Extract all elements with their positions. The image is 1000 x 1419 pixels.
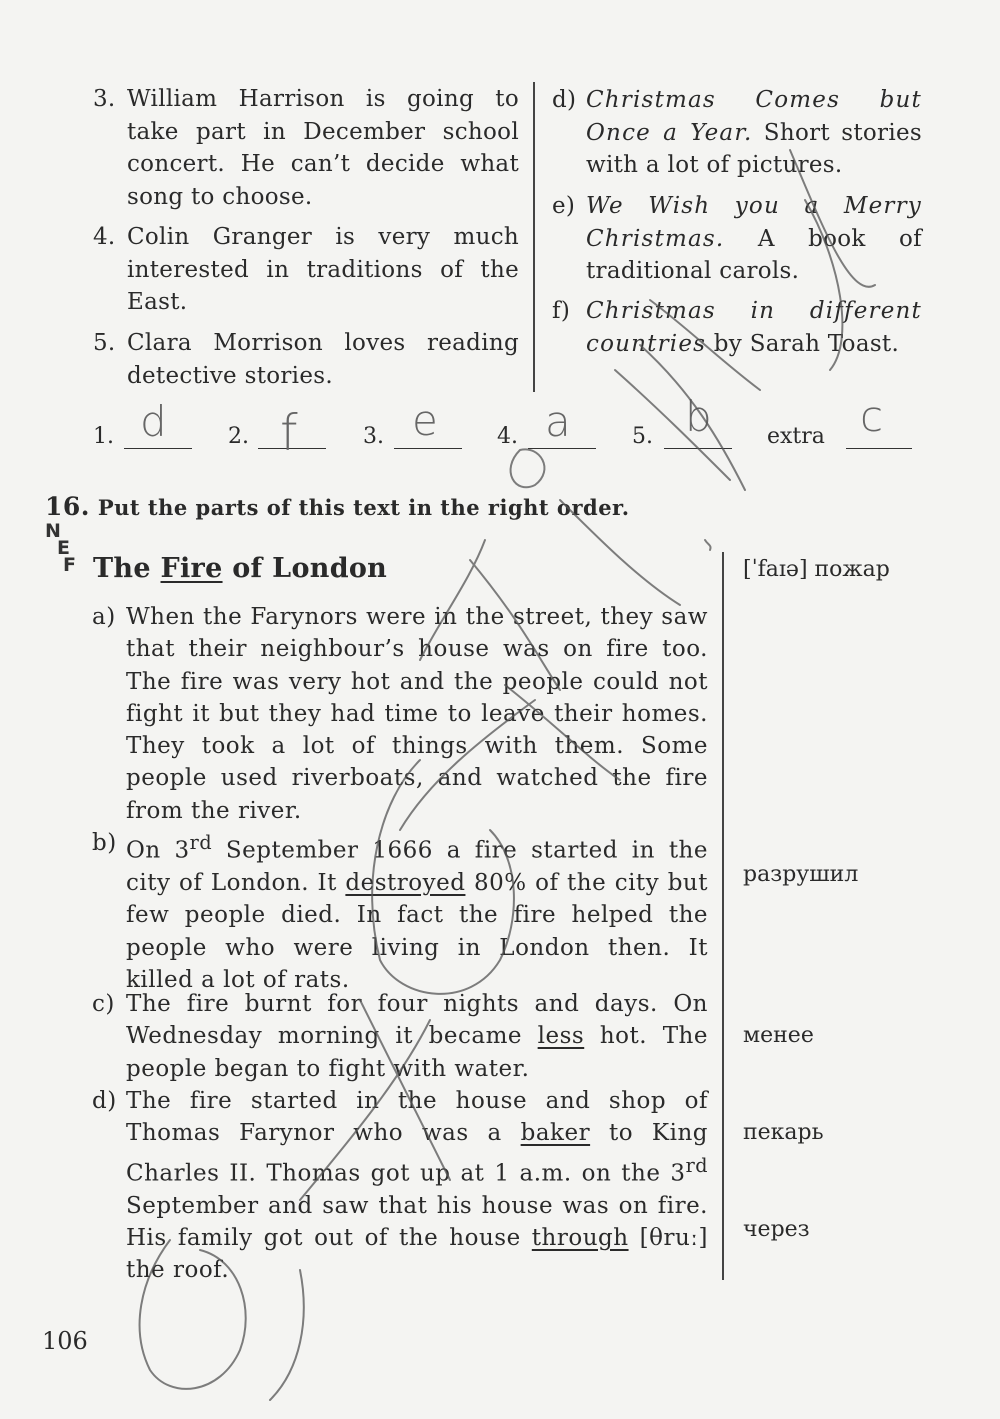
scribble-stroke bbox=[470, 560, 560, 690]
book-title: We Wish you a Merry Christmas. bbox=[586, 193, 922, 252]
paragraph-label: d) bbox=[92, 1088, 117, 1114]
answer-label: 4. bbox=[497, 424, 518, 449]
scribble-stroke bbox=[511, 449, 545, 487]
page-number: 106 bbox=[42, 1327, 88, 1355]
glossary-entry: пекарь bbox=[743, 1120, 824, 1145]
answer-label: 5. bbox=[632, 424, 653, 449]
exercise-instruction: Put the parts of this text in the right order. bbox=[97, 495, 630, 520]
item-letter: f) bbox=[552, 298, 571, 324]
paragraph-text: The fire started in the house and shop of Thomas Farynor who was a baker to King Charles II. Thomas got up at 1 a.m. on the 3rd September and saw that his house was on fire. His family got out of the house through [θruː] the roof. bbox=[126, 1088, 708, 1284]
item-number: 3. bbox=[93, 86, 116, 112]
paragraph-label: b) bbox=[92, 830, 117, 856]
scribble-stroke bbox=[400, 700, 535, 830]
handwritten-answer: b bbox=[685, 392, 712, 441]
scribble-stroke bbox=[615, 370, 730, 480]
scribble-stroke bbox=[420, 540, 485, 660]
paragraph-label: a) bbox=[92, 604, 116, 630]
item-letter: d) bbox=[552, 87, 577, 113]
scribble-stroke bbox=[140, 1240, 246, 1389]
answer-label: extra bbox=[767, 424, 825, 449]
book-title: Christmas in different countries bbox=[586, 298, 922, 357]
paragraph-text: The fire burnt for four nights and days. On Wednesday morning it became less hot. The people began to fight with water. bbox=[126, 991, 708, 1082]
scribble-stroke bbox=[300, 1020, 430, 1200]
book-desc: by Sarah Toast. bbox=[706, 330, 900, 357]
title-part: The bbox=[93, 553, 161, 584]
margin-letter: N bbox=[45, 520, 61, 542]
margin-letter: E bbox=[57, 537, 70, 559]
item-text: Clara Morrison loves reading detective stories. bbox=[127, 330, 519, 389]
item-text: William Harrison is going to take part in December school concert. He can’t decide what song to choose. bbox=[127, 86, 519, 210]
item-number: 4. bbox=[93, 224, 116, 250]
handwritten-answer: a bbox=[545, 397, 571, 446]
paragraph-text: When the Farynors were in the street, they saw that their neighbour’s house was on fire too. The fire was very hot and the people could not fight it but they had time to leave their homes. They took a lot of things with them. Some people used riverboats, and watched the fire from the river. bbox=[126, 604, 708, 824]
book-title: Christmas Comes but Once a Year. bbox=[586, 87, 922, 146]
answer-label: 1. bbox=[93, 424, 114, 449]
glossary-entry: менее bbox=[743, 1023, 814, 1048]
margin-letter: F bbox=[63, 554, 76, 576]
paragraph-label: c) bbox=[92, 991, 115, 1017]
scribble-stroke bbox=[270, 1270, 304, 1400]
title-part: of London bbox=[222, 553, 388, 584]
exercise-number: 16. bbox=[45, 492, 90, 521]
glossary-entry: через bbox=[743, 1217, 810, 1242]
handwritten-answer: f bbox=[280, 404, 298, 462]
item-letter: e) bbox=[552, 193, 576, 219]
item-number: 5. bbox=[93, 330, 116, 356]
item-text: Colin Granger is very much interested in traditions of the East. bbox=[127, 224, 519, 315]
handwritten-answer: e bbox=[412, 396, 438, 445]
scribble-stroke bbox=[705, 540, 711, 550]
book-desc: Short stories with a lot of pictures. bbox=[586, 119, 923, 178]
scribble-stroke bbox=[360, 1000, 450, 1180]
scribble-stroke bbox=[372, 760, 514, 994]
handwritten-answer: d bbox=[140, 397, 167, 446]
paragraph-text: On 3rd September 1666 a fire started in the city of London. It destroyed 80% of the city but few people died. In fact the fire helped the people who were living in London then. It killed a lot of rats. bbox=[126, 831, 708, 993]
answer-label: 2. bbox=[228, 424, 249, 449]
scribble-stroke bbox=[560, 500, 680, 605]
glossary-entry: [ˈfaɪə] пожар bbox=[743, 557, 890, 582]
handwritten-answer: c bbox=[860, 392, 884, 441]
scribble-stroke bbox=[505, 685, 620, 780]
glossary-entry: разрушил bbox=[743, 862, 859, 887]
scribble-stroke bbox=[650, 300, 760, 390]
book-desc: A book of traditional carols. bbox=[586, 225, 922, 284]
answer-label: 3. bbox=[363, 424, 384, 449]
title-keyword: Fire bbox=[160, 553, 223, 584]
